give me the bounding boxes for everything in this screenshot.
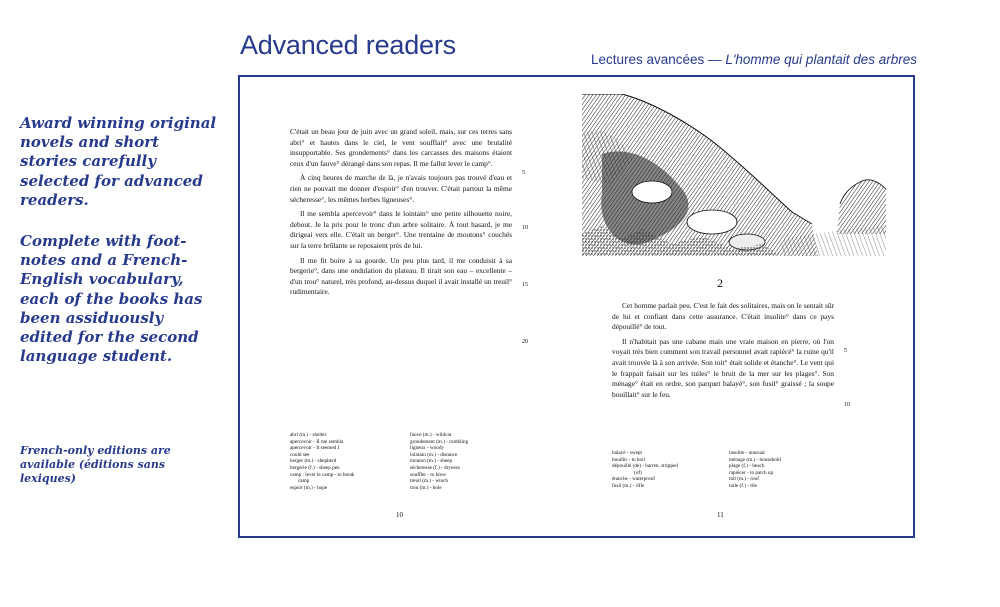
gloss-entry: bouillir - to boil	[612, 456, 645, 463]
left-glossary-col-1	[290, 432, 400, 491]
book-title: L'homme qui plantait des arbres	[725, 52, 917, 67]
gloss-entry: tuile (f.) - tile	[729, 482, 757, 489]
gloss-entry: camp	[298, 478, 310, 485]
paragraph: Cet homme parlait peu. C'est le fait des solitaires, mais on le sentait sûr de lui et confiant dans cette assurance. C'était insolite° dans ce pays dépouillé° de tout.	[612, 301, 834, 332]
chapter-number: 2	[717, 276, 723, 290]
blurb-french-only: French-only editions are available (éditions sans lexiques)	[20, 444, 171, 485]
gloss-entry: sécheresse (f.) - dryness	[410, 464, 460, 471]
paragraph: Il me fit boire à sa gourde. Un peu plus tard, il me conduisit à sa bergerie°, dans une ondulation du plateau. Il tirait son eau – excellente – d'un trou° naturel, très profond, au-dessus duquel il avait installé un treuil° rudimentaire.	[290, 255, 512, 297]
paragraph: Il n'habitait pas une cabane mais une vraie maison en pierre, où l'on voyait très bien comment son travail personnel avait rapiécé° la ruine qu'il avait trouvée là à son arrivée. Son toit° était solide et étanche°. Le vent qui le frappait faisait sur les tuiles° le bruit de la mer sur les plages°. Son ménage° était en ordre, son parquet balayé°, son fusil° graissé ; la soupe bouillait° sur le feu.	[612, 336, 834, 399]
gloss-entry: fusil (m.) - rifle	[612, 482, 645, 489]
left-glossary-col-2	[410, 432, 520, 491]
gloss-entry: étanche - waterproof	[612, 476, 655, 483]
gloss-entry: camp : lever le camp - to break	[290, 471, 355, 478]
gloss-entry: trou (m.) - hole	[410, 484, 442, 491]
page-number-right: 11	[717, 511, 724, 519]
gloss-entry: apercevoir - It seemed I	[290, 445, 340, 452]
paragraph: Il me sembla apercevoir° dans le lointain° une petite silhouette noire, debout. Je la pris pour le tronc d'un arbre solitaire. À tout hasard, je me dirigeai vers elle. C'était un berger°. Une trentaine de moutons° couchés sur la terre brûlante se reposaient près de lui.	[290, 209, 512, 250]
gloss-entry: ligneux - woody	[410, 445, 445, 452]
right-glossary-col-2	[729, 450, 839, 490]
blurb-award: Award winning original novels and short stories carefully selected for advanced readers.	[20, 114, 217, 209]
line-number: 5	[844, 348, 847, 354]
gloss-entry: abri (m.) - shelter	[290, 432, 327, 438]
line-number: 10	[522, 225, 528, 231]
line-number: 20	[522, 339, 528, 345]
gloss-entry: grondement (m.) - rumbling	[410, 438, 469, 445]
mountain-illustration	[582, 94, 886, 256]
gloss-entry: espoir (m.) - hope	[290, 484, 328, 491]
line-number: 5	[522, 170, 525, 176]
gloss-entry: bergerie (f.) - sheep pen	[290, 464, 340, 471]
gloss-entry: apercevoir - II me sembla	[290, 438, 344, 445]
gloss-entry: souffler - to blow	[410, 471, 447, 478]
gloss-entry: (of)	[634, 469, 642, 476]
gloss-entry: lointain (m.) - distance	[410, 451, 458, 458]
gloss-entry: treuil (m.) - winch	[410, 478, 449, 485]
gloss-entry: ménage (m.) - household	[729, 456, 781, 463]
gloss-entry: dépouillé (de) - barren, stripped	[612, 463, 678, 470]
page-number-left: 10	[396, 511, 403, 519]
line-number: 10	[844, 402, 850, 408]
gloss-entry: toit (m.) - roof	[729, 476, 759, 483]
subtitle-prefix: Lectures avancées —	[590, 52, 722, 67]
gloss-entry: mouton (m.) - sheep	[410, 458, 453, 465]
series-subtitle	[591, 52, 917, 67]
gloss-entry: could see	[290, 451, 310, 458]
gloss-entry: plage (f.) - beach	[729, 463, 765, 470]
paragraph: À cinq heures de marche de là, je n'avais toujours pas trouvé d'eau et rien ne pouvait me donner d'espoir° d'en trouver. C'était partout la même sécheresse°, les mêmes herbes ligneuses°.	[290, 173, 512, 204]
right-page-text	[612, 301, 834, 404]
gloss-entry: fauve (m.) - wildcat	[410, 432, 452, 438]
line-number: 15	[522, 282, 528, 288]
blurb-vocabulary: Complete with foot-notes and a French-English vocabulary, each of the books has been assiduously edited for the second language student.	[20, 232, 203, 366]
gloss-entry: insolite - unusual	[729, 450, 765, 456]
gloss-entry: rapiécer - to patch up	[729, 469, 774, 476]
right-glossary-col-1	[612, 450, 722, 490]
gloss-entry: berger (m.) - shepherd	[290, 458, 337, 465]
page-title: Advanced readers	[240, 30, 456, 60]
book-spread-frame	[238, 75, 915, 538]
paragraph: C'était un beau jour de juin avec un grand soleil, mais, sur ces terres sans abri° et hautes dans le ciel, le vent soufflait° avec une brutalité insupportable. Ses grondements° dans les carcasses des maisons étaient ceux d'un fauve° dérangé dans son repas. Il me fallut lever le camp°.	[290, 127, 512, 168]
gloss-entry: balayé - swept	[612, 450, 642, 456]
left-page-text	[290, 127, 512, 302]
